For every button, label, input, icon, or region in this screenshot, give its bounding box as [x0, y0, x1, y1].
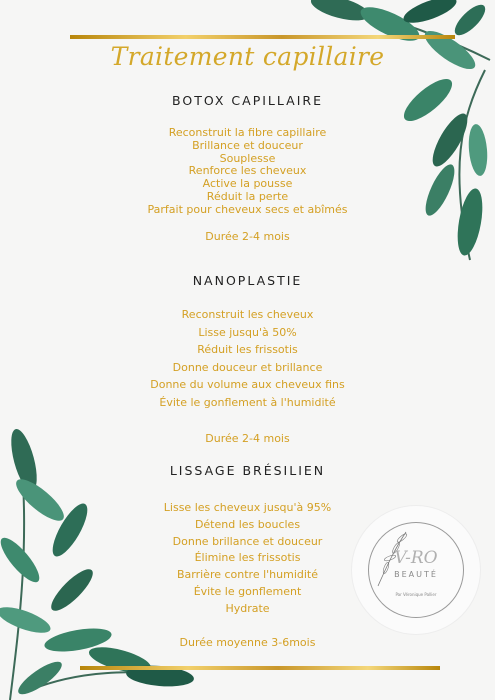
list-item: Élimine les frissotis [194, 551, 301, 565]
logo-mark: V-RO [394, 548, 438, 568]
logo-word: BEAUTÉ [394, 570, 438, 579]
list-item: Donne douceur et brillance [172, 360, 323, 374]
list-item: Lisse jusqu'à 50% [198, 325, 297, 339]
section-heading-lissage: LISSAGE BRÉSILIEN [169, 463, 326, 478]
list-item: Réduit la perte [206, 189, 289, 203]
gold-divider-bottom [80, 666, 440, 670]
section-duration-botox: Durée 2-4 mois [205, 230, 290, 243]
list-item: Renforce les cheveux [188, 164, 307, 178]
list-item: Barrière contre l'humidité [176, 568, 319, 582]
section-duration-lissage: Durée moyenne 3-6mois [179, 636, 316, 649]
gold-divider-top [70, 35, 455, 39]
list-item: Évite le gonflement à l'humidité [159, 395, 336, 409]
list-item: Brillance et douceur [192, 138, 303, 152]
list-item: Hydrate [225, 601, 270, 615]
list-item: Évite le gonflement [193, 584, 302, 598]
section-heading-nanoplastie: NANOPLASTIE [192, 273, 303, 288]
section-duration-nanoplastie: Durée 2-4 mois [205, 432, 290, 445]
brand-logo [352, 506, 480, 634]
logo-subtitle: Par Véronique Pallier [395, 592, 437, 597]
list-item: Active la pousse [202, 177, 293, 191]
list-item: Donne du volume aux cheveux fins [150, 378, 345, 392]
list-item: Reconstruit la fibre capillaire [168, 126, 327, 139]
list-item: Donne brillance et douceur [172, 534, 323, 548]
list-item: Souplesse [219, 151, 276, 165]
list-item: Parfait pour cheveux secs et abîmés [147, 202, 348, 216]
section-list-nanoplastie [0, 306, 495, 412]
list-item: Lisse les cheveux jusqu'à 95% [163, 501, 332, 514]
list-item: Réduit les frissotis [197, 343, 298, 357]
section-list-botox [0, 127, 495, 217]
list-item: Reconstruit les cheveux [181, 308, 314, 321]
section-heading-botox: BOTOX CAPILLAIRE [172, 93, 323, 108]
page-title: Traitement capillaire [110, 42, 385, 71]
list-item: Détend les boucles [194, 517, 301, 531]
